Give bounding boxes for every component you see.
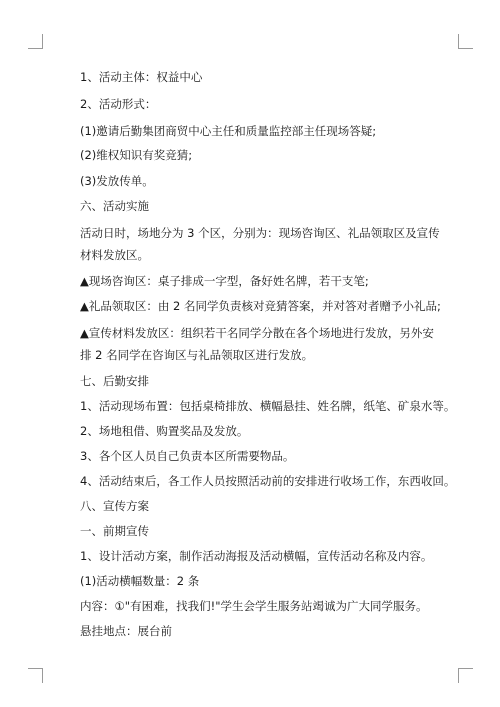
banner-count-line: (1)活动横幅数量：2 条 <box>80 574 200 588</box>
activity-subject-line: 1、活动主体：权益中心 <box>80 70 203 84</box>
implementation-paragraph: 活动日时，场地分为 3 个区，分别为：现场咨询区、礼品领取区及宣传材料发放区。 <box>80 226 440 262</box>
activity-form-item-1: (1)邀请后勤集团商贸中心主任和质量监控部主任现场答疑; <box>80 124 377 138</box>
section-logistics-heading: 七、后勤安排 <box>80 374 149 388</box>
crop-mark-bottom-right <box>458 668 473 683</box>
section-implementation-heading: 六、活动实施 <box>80 199 149 213</box>
publicity-item-1: 1、设计活动方案，制作活动海报及活动横幅，宣传活动名称及内容。 <box>80 549 433 563</box>
section-publicity-heading: 八、宣传方案 <box>80 499 149 513</box>
activity-form-item-2: (2)维权知识有奖竞猜; <box>80 148 193 162</box>
activity-form-heading: 2、活动形式： <box>80 97 157 111</box>
logistics-item-2: 2、场地租借、购置奖品及发放。 <box>80 424 249 438</box>
crop-mark-top-right <box>458 34 473 49</box>
logistics-item-4: 4、活动结束后，各工作人员按照活动前的安排进行收场工作，东西收回。 <box>80 474 456 488</box>
crop-mark-top-left <box>28 34 43 49</box>
activity-form-item-3: (3)发放传单。 <box>80 174 154 188</box>
pre-publicity-heading: 一、前期宣传 <box>80 524 149 538</box>
logistics-item-1: 1、活动现场布置：包括桌椅排放、横幅悬挂、姓名牌，纸笔、矿泉水等。 <box>80 399 456 413</box>
gift-area-line: ▲礼品领取区：由 2 名同学负责核对竞猜答案，并对答对者赠予小礼品; <box>80 299 441 313</box>
logistics-item-3: 3、各个区人员自己负责本区所需要物品。 <box>80 449 295 463</box>
banner-content-line: 内容：①"有困难，找我们!"学生会学生服务站竭诚为广大同学服务。 <box>80 599 428 613</box>
material-area-paragraph: ▲宣传材料发放区：组织若干名同学分散在各个场地进行发放，另外安排 2 名同学在咨询区与礼品领取区进行发放。 <box>80 326 434 362</box>
consultation-area-line: ▲现场咨询区：桌子排成一字型，备好姓名牌，若干支笔; <box>80 274 369 288</box>
hanging-location-line: 悬挂地点：展台前 <box>80 624 172 638</box>
crop-mark-bottom-left <box>28 668 43 683</box>
